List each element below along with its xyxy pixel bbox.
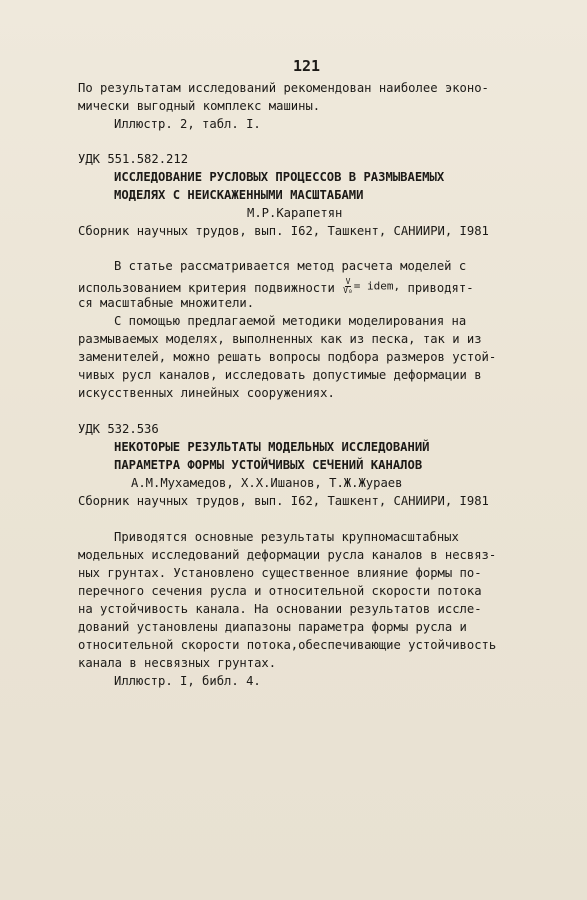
illustrations-note: Иллюстр. 2, табл. I. [114,117,261,131]
udc-code: УДК 532.536 [78,422,159,436]
article-source: Сборник научных трудов, вып. I62, Ташкент, САНИИРИ, I981 [78,494,489,508]
abstract-line: относительной скорости потока,обеспечивающие устойчивость [78,638,497,652]
article-title: МОДЕЛЯХ С НЕИСКАЖЕННЫМИ МАСШТАБАМИ [114,188,364,202]
abstract-line: С помощью предлагаемой методики моделирования на [114,314,467,328]
abstract-line: модельных исследований деформации русла каналов в несвяз- [78,548,497,562]
abstract-line: канала в несвязных грунтах. [78,656,277,670]
formula-rest: = idem, [353,279,401,293]
abstract-line: размываемых моделях, выполненных как из песка, так и из [78,332,482,346]
article-title: ИССЛЕДОВАНИЕ РУСЛОВЫХ ПРОЦЕССОВ В РАЗМЫВАЕМЫХ [114,170,445,184]
text-line: По результатам исследований рекомендован наиболее эконо- [78,81,489,95]
article-authors: А.М.Мухамедов, Х.Х.Ишанов, Т.Ж.Жураев [131,476,403,490]
formula-numerator: V [345,277,351,286]
formula-denominator: V₀ [343,286,353,295]
article-source: Сборник научных трудов, вып. I62, Ташкент, САНИИРИ, I981 [78,224,489,238]
page-number: 121 [293,57,321,75]
abstract-line: Приводятся основные результаты крупномасштабных [114,530,459,544]
article-title: ПАРАМЕТРА ФОРМЫ УСТОЙЧИВЫХ СЕЧЕНИЙ КАНАЛОВ [114,458,423,472]
text-line: мически выгодный комплекс машины. [78,99,321,113]
abstract-line: чивых русл каналов, исследовать допустимые деформации в [78,368,482,382]
abstract-text: использованием критерия подвижности [78,281,335,295]
abstract-line: дований установлены диапазоны параметра формы русла и [78,620,467,634]
udc-code: УДК 551.582.212 [78,152,189,166]
formula-fraction [342,278,354,295]
mobility-criterion-formula [342,278,400,295]
illustrations-note: Иллюстр. I, библ. 4. [114,674,261,688]
abstract-line: на устойчивость канала. На основании результатов иссле- [78,602,482,616]
abstract-line: искусственных линейных сооружениях. [78,386,335,400]
abstract-line: ных грунтах. Установлено существенное влияние формы по- [78,566,482,580]
abstract-line: перечного сечения русла и относительной скорости потока [78,584,482,598]
abstract-line-with-formula [78,277,474,297]
abstract-line: ся масштабные множители. [78,296,255,310]
article-author: М.Р.Карапетян [247,206,343,220]
abstract-line: заменителей, можно решать вопросы подбора размеров устой- [78,350,497,364]
article-title: НЕКОТОРЫЕ РЕЗУЛЬТАТЫ МОДЕЛЬНЫХ ИССЛЕДОВАНИЙ [114,440,430,454]
abstract-text: приводят- [407,281,474,295]
abstract-line: В статье рассматривается метод расчета моделей с [114,259,467,273]
